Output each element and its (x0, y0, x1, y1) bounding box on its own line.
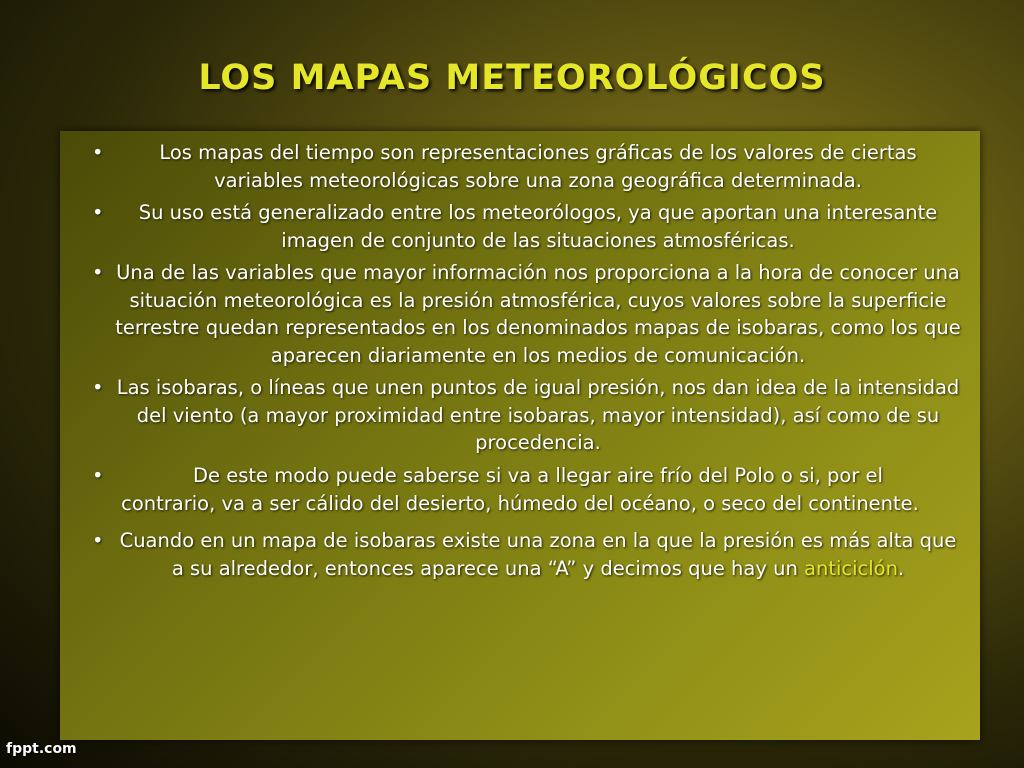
bullet-dot-icon: • (92, 141, 104, 164)
bullet-dot-icon: • (92, 376, 104, 399)
bullet-list (70, 139, 970, 582)
bullet-item-2 (70, 199, 970, 254)
footer-logo: fppt.com (6, 741, 77, 757)
bullet-text: De este modo puede saberse si va a llegar aire frío del Polo o si, por el (193, 463, 883, 487)
bullet-end-punctuation: . (897, 556, 905, 580)
bullet-dot-icon: • (92, 529, 104, 552)
bullet-item-5 (70, 462, 970, 490)
bullet-item-4 (70, 374, 970, 457)
slide-title: LOS MAPAS METEOROLÓGICOS (198, 58, 826, 98)
bullet-text: Su uso está generalizado entre los meteorólogos, ya que aportan una interesante imagen de conjunto de las situaciones atmosféricas. (138, 201, 938, 252)
bullet-dot-icon: • (92, 463, 104, 487)
bullet-item-3 (70, 259, 970, 369)
highlight-term: anticiclón (804, 556, 898, 580)
bullet-item-1 (70, 139, 970, 194)
bullet-item-6 (70, 527, 970, 582)
bullet-item-5-continuation: contrario, va a ser cálido del desierto, húmedo del océano, o seco del continente. (121, 492, 919, 515)
bullet-text: Cuando en un mapa de isobaras existe una zona en la que la presión es más alta que a su alrededor, entonces aparece una “A” y decimos que hay un (119, 529, 957, 580)
bullet-text: Las isobaras, o líneas que unen puntos de igual presión, nos dan idea de la intensidad del viento (a mayor proximidad entre isobaras, mayor intensidad), así como de su procedencia. (116, 376, 960, 454)
bullet-text: Los mapas del tiempo son representaciones gráficas de los valores de ciertas variables meteorológicas sobre una zona geográfica determinada. (159, 141, 917, 192)
bullet-dot-icon: • (92, 261, 104, 284)
bullet-text: Una de las variables que mayor información nos proporciona a la hora de conocer una situación meteorológica es la presión atmosférica, cuyos valores sobre la superficie terrestre quedan representados en los denominados mapas de isobaras, como los que aparecen diariamente en los medios de comunicación. (115, 261, 961, 367)
content-box (60, 131, 980, 740)
bullet-dot-icon: • (92, 201, 104, 224)
